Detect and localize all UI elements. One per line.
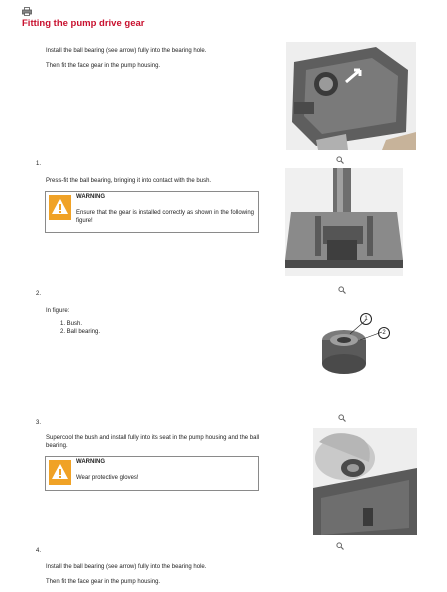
step-4-line-1: Install the ball bearing (see arrow) fully into the bearing hole. — [46, 564, 207, 570]
list-item-ball-bearing: 2. Ball bearing. — [60, 329, 101, 335]
warning-title-2: WARNING — [76, 459, 105, 465]
step-1-text: Press-fit the ball bearing, bringing it into contact with the bush. — [46, 178, 212, 184]
press-fit-photo — [285, 168, 403, 276]
step-number-1: 1. — [36, 161, 42, 167]
list-item-bush: 1. Bush. — [60, 321, 83, 327]
intro-line-2: Then fit the face gear in the pump housing. — [46, 63, 161, 69]
step-2-text: In figure: — [46, 308, 70, 314]
step-number-4: 4. — [36, 548, 42, 554]
step-4-line-2: Then fit the face gear in the pump housing. — [46, 579, 161, 585]
glove-install-photo — [313, 428, 417, 535]
magnifier-icon[interactable] — [338, 281, 346, 289]
page-title: Fitting the pump drive gear — [22, 18, 145, 29]
step-3-text: Supercool the bush and install fully into its seat in the pump housing and the ball bearing. — [46, 435, 260, 449]
magnifier-icon[interactable] — [338, 409, 346, 417]
warning-box-1 — [45, 191, 259, 233]
warning-triangle-icon — [49, 195, 71, 220]
step-number-3: 3. — [36, 420, 42, 426]
callout-2: 2 — [378, 327, 390, 339]
warning-text-2: Wear protective gloves! — [76, 475, 139, 481]
warning-box-2 — [45, 456, 259, 491]
intro-line-1: Install the ball bearing (see arrow) fully into the bearing hole. — [46, 48, 207, 54]
step-number-2: 2. — [36, 291, 42, 297]
callout-1: 1 — [360, 313, 372, 325]
warning-title-1: WARNING — [76, 194, 105, 200]
pump-housing-photo — [286, 42, 416, 150]
magnifier-icon[interactable] — [336, 537, 344, 545]
magnifier-icon[interactable] — [336, 151, 344, 159]
bush-bearing-photo — [312, 310, 396, 382]
printer-icon[interactable] — [22, 3, 32, 12]
warning-text-1: Ensure that the gear is installed correctly as shown in the following figure! — [76, 210, 254, 224]
warning-triangle-icon — [49, 460, 71, 485]
